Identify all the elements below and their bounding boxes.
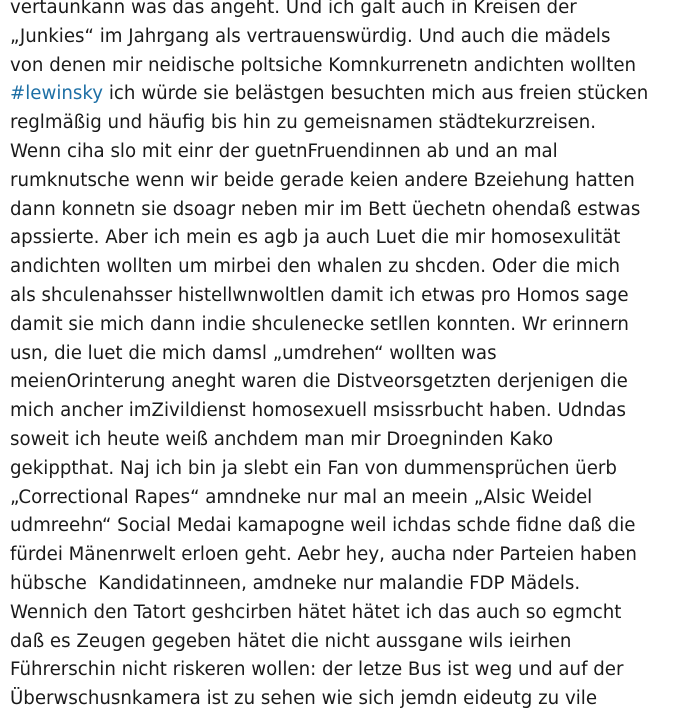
text-line: mich ancher imZivildienst homosexuell msissrbucht haben. Udndas [10,400,627,422]
text-line: rumknutsche wenn wir beide gerade keien andere Bzeiehung hatten [10,169,635,191]
text-line: andichten wollten um mirbei den whalen zu shcden. Oder die mich [10,256,621,278]
text-line: meienOrinterung aneght waren die Distveorsgetzten derjenigen die [10,371,628,393]
text-line: fürdei Mänenrwelt erloen geht. Aebr hey, aucha nder Parteien haben [10,544,637,566]
text-line: Wennich den Tatort geshcirben hätet hätet ich das auch so egmcht [10,601,622,623]
text-fragment: ich würde sie belästgen besuchten mich aus freien stücken [103,83,649,105]
text-line: gekippthat. Naj ich bin ja slebt ein Fan von dummensprüchen üerb [10,457,617,479]
text-line: soweit ich heute weiß anchdem man mir Droegninden Kako [10,428,554,450]
hashtag-link[interactable]: #lewinsky [10,83,104,105]
text-line: udmreehn“ Social Medai kamapogne weil ichdas schde fidne daß die [10,515,636,537]
text-line: „Junkies“ im Jahrgang als vertrauenswürdig. Und auch die mädels [10,25,611,47]
text-line: als shculenahsser histellwnwoltlen damit ich etwas pro Homos sage [10,284,629,306]
text-line: vertaunkann was das angeht. Und ich galt auch in Kreisen der [10,0,577,18]
text-line [10,80,682,109]
text-line: usn, die luet die mich damsl „umdrehen“ wollten was [10,342,497,364]
text-line: Wenn ciha slo mit einr der guetnFruendinnen ab und an mal [10,140,558,162]
text-line: hübsche Kandidatinneen, amdneke nur malandie FDP Mädels. [10,572,581,594]
text-line: von denen mir neidische poltsiche Komnkurrenetn andichten wollten [10,54,637,76]
text-line: apssierte. Aber ich mein es agb ja auch Luet die mir homosexulität [10,227,621,249]
text-line: „Correctional Rapes“ amndneke nur mal an meein „Alsic Weidel [10,486,593,508]
text-line: daß es Zeugen gegeben hätet die nicht aussgane wils ieirhen [10,630,572,652]
text-line: reglmäßig und häufig bis hin zu gemeisnamen städtekurzreisen. [10,112,597,134]
post-text [10,0,682,714]
text-line: Überwschusnkamera ist zu sehen wie sich jemdn eideutg zu vile [10,688,598,710]
text-line: Führerschin nicht riskeren wollen: der letze Bus ist weg und auf der [10,659,624,681]
text-line: damit sie mich dann indie shculenecke setllen konnten. Wr erinnern [10,313,629,335]
text-line: dann konnetn sie dsoagr neben mir im Bett üechetn ohendaß estwas [10,198,641,220]
